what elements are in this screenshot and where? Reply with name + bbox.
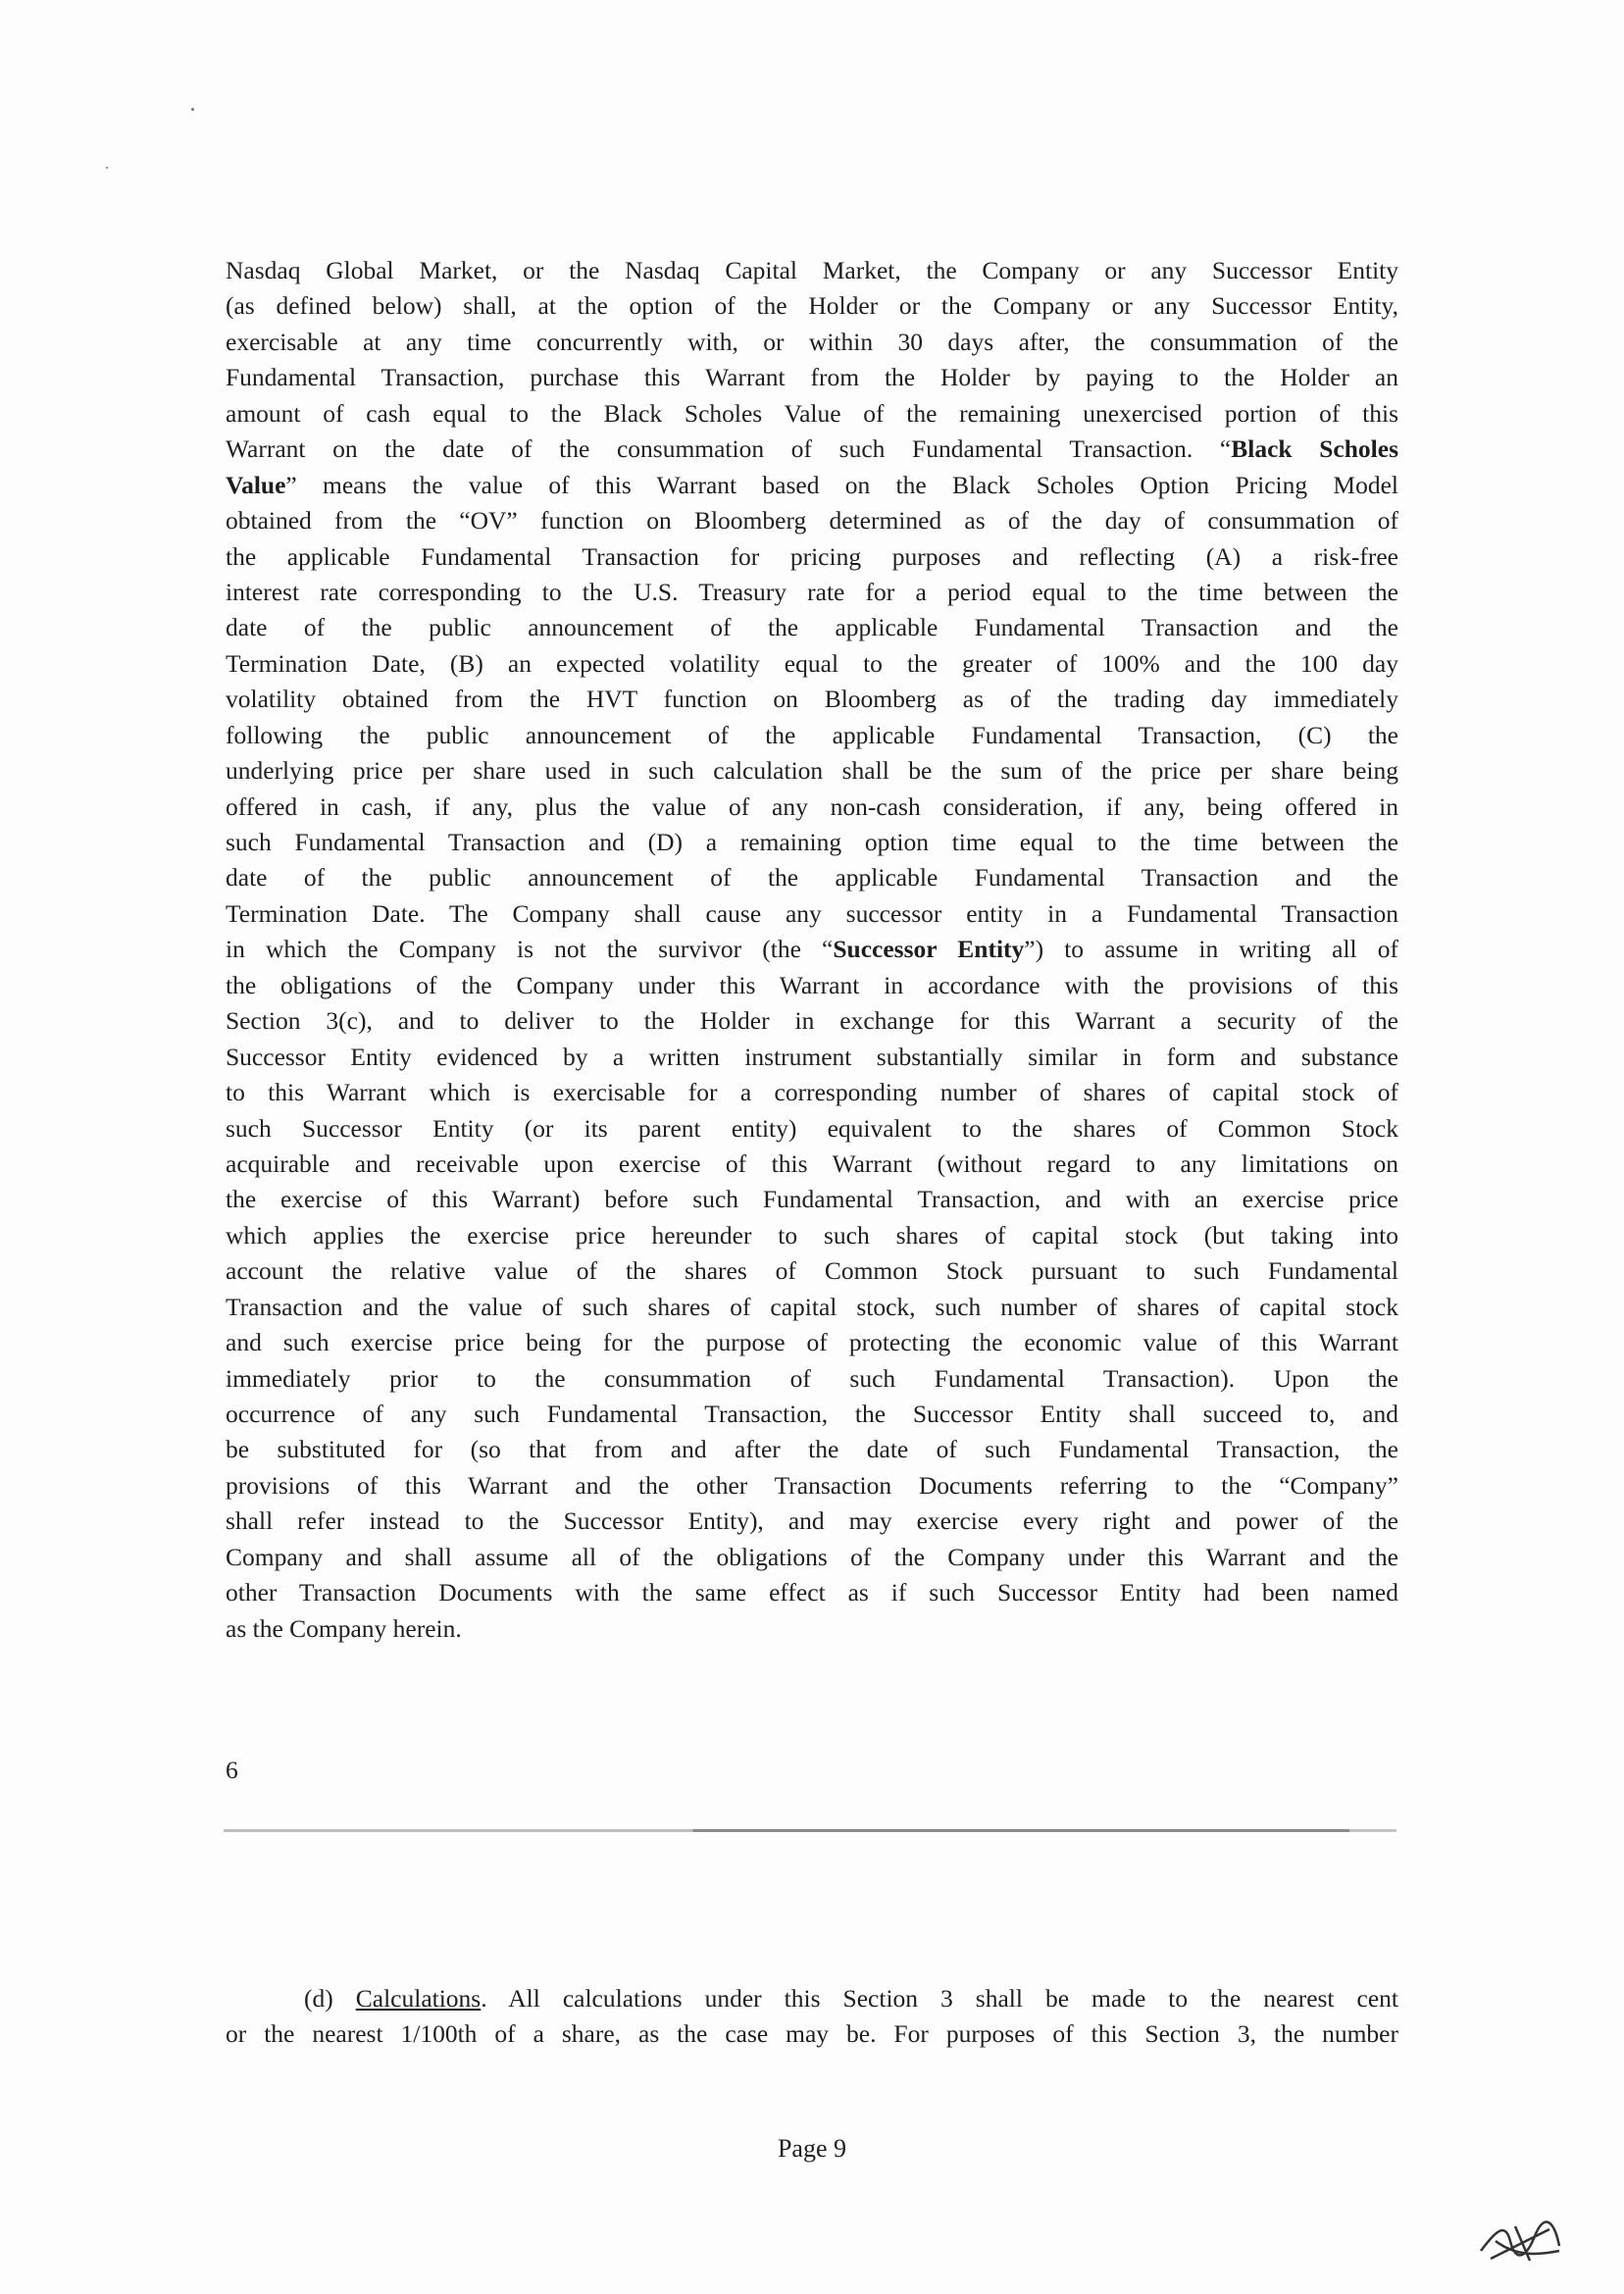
line-text: Nasdaq Global Market, or the Nasdaq Capital Market, the Company or any Successor Entity: [226, 256, 1398, 284]
defined-term: Successor Entity: [833, 935, 1025, 964]
paragraph-line: [226, 1325, 1398, 1360]
line-text: in which the Company is not the survivor (the “: [226, 935, 834, 964]
paragraph-line: [226, 1075, 1398, 1110]
paragraph-line: [226, 360, 1398, 395]
line-text: date of the public announcement of the applicable Fundamental Transaction and the: [226, 613, 1398, 642]
signature-initials-icon: [1476, 2212, 1564, 2266]
paragraph-line: [226, 396, 1398, 432]
paragraph-line: [226, 682, 1398, 717]
paragraph-line: [226, 610, 1398, 645]
paragraph-line: [226, 253, 1398, 288]
paragraph-line: [226, 1504, 1398, 1539]
paragraph-line: [226, 718, 1398, 753]
paragraph-line: [226, 325, 1398, 360]
scan-speck: [191, 108, 194, 111]
line-text: such Fundamental Transaction and (D) a remaining option time equal to the time between the: [226, 828, 1398, 856]
line-text: as the Company herein.: [226, 1613, 462, 1643]
line-text: Warrant on the date of the consummation of such Fundamental Transaction. “: [226, 434, 1232, 464]
line-text: acquirable and receivable upon exercise of this Warrant (without regard to any limitations on: [226, 1148, 1398, 1178]
line-text: Section 3(c), and to deliver to the Holder in exchange for this Warrant a security of the: [226, 1006, 1398, 1036]
line-text: offered in cash, if any, plus the value of any non-cash consideration, if any, being offered in: [226, 791, 1398, 821]
main-paragraph: [226, 253, 1398, 1647]
paragraph-line: [226, 753, 1398, 789]
paragraph-line: [226, 1468, 1398, 1504]
line-text: interest rate corresponding to the U.S. Treasury rate for a period equal to the time between the: [226, 577, 1398, 606]
section-d-text: . All calculations under this Section 3 shall be made to the nearest cent: [481, 1984, 1398, 2013]
line-text: shall refer instead to the Successor Entity), and may exercise every right and power of the: [226, 1506, 1398, 1536]
line-text: ”) to assume in writing all of: [1024, 935, 1399, 964]
paragraph-line: [226, 1040, 1398, 1075]
paragraph-line: [226, 1003, 1398, 1039]
paragraph-line: [226, 968, 1398, 1003]
paragraph-line: [226, 646, 1398, 682]
line-text: Fundamental Transaction, purchase this Warrant from the Holder by paying to the Holder an: [226, 363, 1398, 392]
paragraph-line: [226, 1290, 1398, 1325]
paragraph-line: [226, 860, 1398, 895]
paragraph-line: [226, 1432, 1398, 1467]
paragraph-line: [226, 1253, 1398, 1289]
line-text: Termination Date, (B) an expected volatility equal to the greater of 100% and the 100 day: [226, 648, 1398, 678]
page-number: Page 9: [777, 2134, 847, 2163]
line-text: Company and shall assume all of the obligations of the Company under this Warrant and the: [226, 1542, 1398, 1571]
section-d-heading: Calculations: [355, 1984, 482, 2013]
line-text: and such exercise price being for the purpose of protecting the economic value of this Warrant: [226, 1328, 1398, 1357]
line-text: Successor Entity evidenced by a written instrument substantially similar in form and substance: [226, 1042, 1398, 1071]
paragraph-line: [226, 1397, 1398, 1432]
line-text: Termination Date. The Company shall cause any successor entity in a Fundamental Transaction: [226, 898, 1398, 928]
paragraph-line: [226, 468, 1398, 503]
paragraph-line: [226, 825, 1398, 860]
line-text: exercisable at any time concurrently with, or within 30 days after, the consummation of the: [226, 327, 1398, 356]
paragraph-line: [226, 1575, 1398, 1610]
line-text: provisions of this Warrant and the other Transaction Documents referring to the “Company”: [226, 1470, 1398, 1500]
line-text: following the public announcement of the applicable Fundamental Transaction, (C) the: [226, 720, 1398, 749]
paragraph-line: [226, 790, 1398, 825]
scan-speck: [106, 167, 108, 169]
line-text: the obligations of the Company under this Warrant in accordance with the provisions of this: [226, 970, 1398, 999]
paragraph-line: [226, 1182, 1398, 1217]
line-text: occurrence of any such Fundamental Transaction, the Successor Entity shall succeed to, and: [226, 1400, 1398, 1428]
line-text: Transaction and the value of such shares of capital stock, such number of shares of capital stock: [226, 1292, 1398, 1321]
line-text: the exercise of this Warrant) before such Fundamental Transaction, and with an exercise price: [226, 1185, 1398, 1214]
paragraph-line: [226, 288, 1398, 324]
line-text: volatility obtained from the HVT function on Bloomberg as of the trading day immediately: [226, 685, 1398, 714]
line-text: which applies the exercise price hereunder to such shares of capital stock (but taking into: [226, 1220, 1398, 1249]
line-text: other Transaction Documents with the same effect as if such Successor Entity had been named: [226, 1578, 1398, 1607]
paragraph-line: [226, 503, 1398, 538]
paragraph-line: [226, 575, 1398, 610]
paragraph-line: [226, 1361, 1398, 1397]
page-divider: [224, 1829, 1396, 1832]
line-text: amount of cash equal to the Black Scholes Value of the remaining unexercised portion of this: [226, 398, 1398, 428]
paragraph-line: [226, 539, 1398, 575]
line-text: date of the public announcement of the applicable Fundamental Transaction and the: [226, 863, 1398, 892]
section-d-line: or the nearest 1/100th of a share, as the case may be. For purposes of this Section 3, the number: [226, 2019, 1398, 2049]
paragraph-line: [226, 896, 1398, 932]
line-text: ” means the value of this Warrant based on the Black Scholes Option Pricing Model: [285, 470, 1398, 499]
line-text: such Successor Entity (or its parent entity) equivalent to the shares of Common Stock: [226, 1113, 1398, 1143]
line-text: to this Warrant which is exercisable for a corresponding number of shares of capital stock of: [226, 1078, 1398, 1107]
line-text: the applicable Fundamental Transaction for pricing purposes and reflecting (A) a risk-free: [226, 541, 1398, 571]
line-text: (as defined below) shall, at the option of the Holder or the Company or any Successor Entity,: [226, 291, 1398, 321]
paragraph-line: [226, 1218, 1398, 1253]
section-d-prefix: (d): [304, 1984, 356, 2013]
line-text: account the relative value of the shares of Common Stock pursuant to such Fundamental: [226, 1256, 1398, 1286]
paragraph-line: [226, 432, 1398, 467]
paragraph-line: [226, 932, 1398, 967]
line-text: be substituted for (so that from and after the date of such Fundamental Transaction, the: [226, 1435, 1398, 1464]
footnote-number: 6: [226, 1756, 238, 1784]
defined-term: Black Scholes: [1231, 434, 1398, 464]
section-d-line: [226, 1981, 1398, 2016]
section-d-paragraph: [226, 1981, 1398, 2053]
paragraph-line: [226, 1147, 1398, 1182]
line-text: immediately prior to the consummation of such Fundamental Transaction). Upon the: [226, 1363, 1398, 1393]
defined-term: Value: [226, 470, 286, 499]
paragraph-line: [226, 1611, 1398, 1647]
line-text: obtained from the “OV” function on Bloomberg determined as of the day of consummation of: [226, 506, 1398, 535]
paragraph-line: [226, 1111, 1398, 1147]
line-text: underlying price per share used in such calculation shall be the sum of the price per share being: [226, 756, 1398, 786]
paragraph-line: [226, 1540, 1398, 1575]
